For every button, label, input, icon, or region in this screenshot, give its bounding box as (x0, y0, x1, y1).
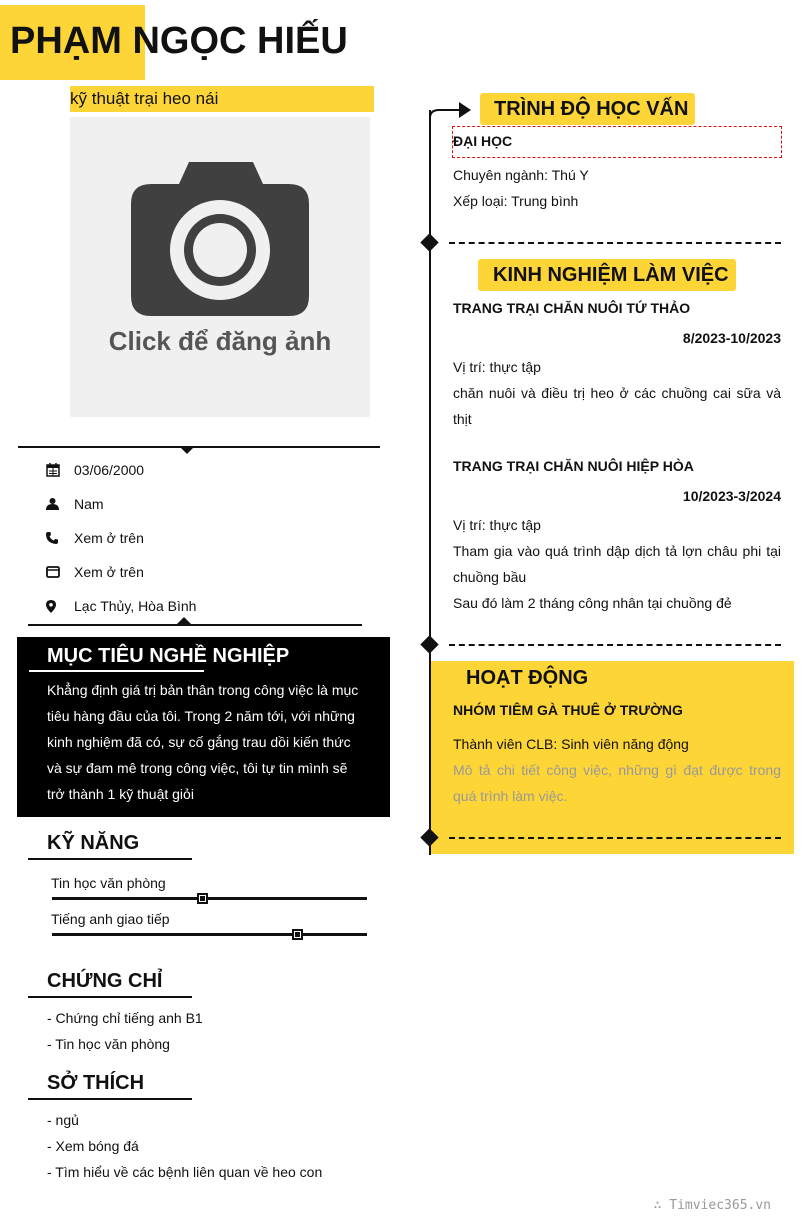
section-divider (449, 242, 781, 244)
job-title: kỹ thuật trại heo nái (70, 86, 374, 112)
job-company: TRANG TRẠI CHĂN NUÔI TỨ THẢO (453, 300, 691, 316)
activity-role: Thành viên CLB: Sinh viên năng động (453, 736, 689, 752)
calendar-icon (46, 463, 74, 477)
hobbies-underline (28, 1098, 192, 1100)
contact-gender (46, 492, 104, 516)
activity-org: NHÓM TIÊM GÀ THUÊ Ở TRƯỜNG (453, 702, 683, 718)
objective-text: Khẳng định giá trị bản thân trong công việc là mục tiêu hàng đầu của tôi. Trong 2 năm tới, với những kinh nghiệm đã có, sự cố gắng trau dồi kiến thức và sự đam mê trong công việc, tôi tự tin mình sẽ trở thành 1 kỹ thuật giỏi (47, 682, 359, 802)
candidate-name: PHẠM NGỌC HIẾU (10, 20, 348, 62)
skill-bar (52, 933, 367, 936)
job-description: Tham gia vào quá trình dập dịch tả lợn châu phi tại chuồng bầu (453, 543, 781, 585)
objective-title: MỤC TIÊU NGHỀ NGHIỆP (47, 645, 290, 667)
skill-label: Tin học văn phòng (51, 875, 166, 891)
skill-level-handle[interactable] (292, 929, 303, 940)
email-icon (46, 566, 74, 578)
job-position: Vị trí: thực tập (453, 517, 541, 533)
phone-icon (46, 532, 74, 544)
contact-email (46, 560, 144, 584)
contact-address (46, 594, 196, 618)
job-date: 10/2023-3/2024 (682, 488, 781, 504)
skills-underline (28, 858, 192, 860)
photo-upload-label: Click để đăng ảnh (108, 326, 332, 356)
certificates-title: CHỨNG CHỈ (47, 970, 163, 992)
activity-title: HOẠT ĐỘNG (466, 667, 589, 689)
divider (28, 624, 362, 626)
phone-value: Xem ở trên (74, 530, 144, 546)
divider-arrow (176, 617, 192, 625)
gender-value: Nam (74, 496, 104, 512)
divider-arrow (179, 446, 195, 454)
certificate-item: - Chứng chỉ tiếng anh B1 (47, 1010, 203, 1026)
hobby-item: - ngủ (47, 1112, 79, 1128)
watermark-icon: ∴ (653, 1198, 670, 1213)
timeline-start-arrow (429, 100, 474, 124)
section-divider (449, 644, 781, 646)
photo-upload[interactable] (70, 117, 370, 417)
watermark (654, 1198, 771, 1213)
hobbies-title: SỞ THÍCH (47, 1072, 145, 1094)
skill-bar (52, 897, 367, 900)
hobby-item: - Xem bóng đá (47, 1138, 139, 1154)
contact-birthday (46, 458, 144, 482)
watermark-text: Timviec365.vn (669, 1198, 771, 1213)
skills-title: KỸ NĂNG (47, 832, 140, 854)
contact-phone (46, 526, 144, 550)
address-value: Lạc Thủy, Hòa Bình (74, 598, 197, 614)
skill-label: Tiếng anh giao tiếp (51, 911, 170, 927)
certificates-underline (28, 996, 192, 998)
objective-underline (29, 670, 204, 672)
user-icon (46, 498, 74, 510)
section-divider (449, 837, 781, 839)
activity-description: Mô tả chi tiết công việc, những gì đạt được trong quá trình làm việc. (453, 762, 781, 804)
certificate-item: - Tin học văn phòng (47, 1036, 170, 1052)
education-major: Chuyên ngành: Thú Y (453, 167, 589, 183)
timeline (429, 110, 431, 855)
job-company: TRANG TRẠI CHĂN NUÔI HIỆP HÒA (453, 458, 694, 474)
job-date: 8/2023-10/2023 (682, 330, 781, 346)
education-rank: Xếp loại: Trung bình (453, 193, 579, 209)
divider (18, 446, 380, 448)
camera-icon (131, 162, 309, 316)
map-pin-icon (46, 600, 74, 613)
skill-level-handle[interactable] (197, 893, 208, 904)
education-school: ĐẠI HỌC (453, 133, 513, 149)
job-position: Vị trí: thực tập (453, 359, 541, 375)
email-value: Xem ở trên (74, 564, 144, 580)
job-description: Sau đó làm 2 tháng công nhân tại chuồng đẻ (453, 595, 732, 611)
birthday-value: 03/06/2000 (74, 462, 145, 478)
job-description: chăn nuôi và điều trị heo ở các chuồng cai sữa và thịt (453, 385, 781, 427)
timeline-marker (420, 233, 438, 251)
education-title: TRÌNH ĐỘ HỌC VẤN (494, 98, 689, 120)
timeline-marker (420, 635, 438, 653)
experience-title: KINH NGHIỆM LÀM VIỆC (493, 264, 729, 286)
objective-section (17, 637, 390, 817)
hobby-item: - Tìm hiểu về các bệnh liên quan về heo con (47, 1164, 323, 1180)
